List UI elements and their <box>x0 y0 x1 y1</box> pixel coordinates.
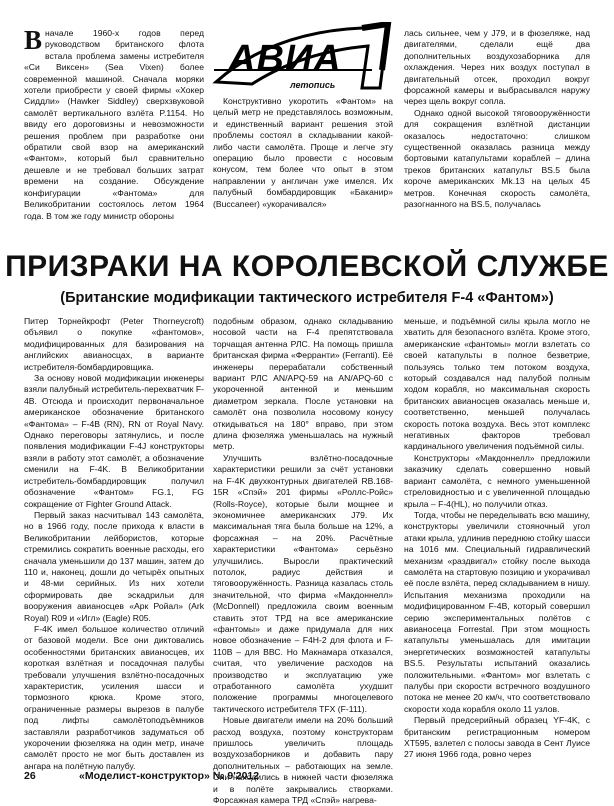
paragraph: Конструкторы «Макдоннелл» предложили заказчику сделать совершенно новый вариант самолёта, с немного уменьшенной стреловидностью и с увеличенной площадью крыла – F-4(HL), но получили отказ. <box>404 452 590 509</box>
article-title: ПРИЗРАКИ НА КОРОЛЕВСКОЙ СЛУЖБЕ <box>5 250 609 283</box>
paragraph: За основу новой модификации инженеры взяли палубный истребитель-перехватчик F-4B. Отсюда и происходит первоначальное американское обозначение британского «Фантома» – F-4B (RN), RN от Royal Navy. Однако переговоры затянулись, и после появления модификации F-4J конструкторы взяли в работу этот самолёт, а обозначение сменили на F-4K. В Великобритании истребитель-бомбардировщик получил обозначение «Фантом» FG.1, FG сокращение от Fighter Ground Attack. <box>24 373 204 509</box>
paragraph: F-4K имел большое количество отличий от базовой модели. Все они диктовались особенностями британских авианосцев, их короткая взлётная и посадочная палубы требовали улучшения взлётно-посадочных характеристик, усиления шасси и тормозного крюка. Кроме этого, ограниченные размеры вырезов в палубе под лифты самолётоподъёмников заставляли разработчиков задуматься об укорочении фюзеляжа на один метр, иначе самолёт просто не мог быть доставлен из ангара на полётную палубу. <box>24 623 204 771</box>
intro-paragraph <box>24 25 204 222</box>
body-column-3 <box>404 316 590 761</box>
paragraph: Новые двигатели имели на 20% больший расход воздуха, поэтому конструкторам пришлось увеличить площадь воздухозаборников и добавить пару дополнительных – работающих на земле. Они находились в нижней части фюзеляжа и в полёте закрывались створками. Форсажная камера ТРД «Спэй» нагрева- <box>213 715 393 806</box>
avia-letopis-logo <box>212 22 396 92</box>
page-number: 26 <box>24 770 36 782</box>
intro-column-1 <box>24 25 204 222</box>
body-column-1 <box>24 316 204 772</box>
paragraph: Первый предсерийный образец YF-4K, с британским регистрационным номером XT595, взлетел с полосы завода в Сент Луисе 27 июня 1966 года, ровно через <box>404 715 590 760</box>
paragraph: Однако одной высокой тяговооружённости для сокращения взлётной дистанции оказалось недостаточно: слишком существенной оказалась разница между бортовыми катапультами кораблей – длина треков британских катапульт BS.5 была короче американских Mk.13 на целых 45 метров. Конечная скорость самолёта, разогнанного на BS.5, получалась <box>404 107 590 210</box>
article-subtitle: (Британские модификации тактического истребителя F-4 «Фантом») <box>60 290 554 306</box>
paragraph: подобным образом, однако складыванию носовой части на F-4 препятствовала торчащая антенна РЛС. На помощь пришла британская фирма «Ферранти» (Ferranti). Её инженеры перерабатали собственный вариант РЛС AN/APQ-59 на AN/APQ-60 с укороченной антенной и меньшим диаметром зеркала. После установки на самолёт она позволила носовому конусу откидываться на 180° вправо, при этом длина фюзеляжа уменьшалась на нужный метр. <box>213 316 393 452</box>
logo-word: АВИА <box>228 38 342 80</box>
paragraph: Первый заказ насчитывал 143 самолёта, но в 1966 году, после прихода к власти в Великобритании лейбористов, которые стремились сократить военные расходы, его сначала уменьшили до 137 машин, затем до 110 и, наконец, дошли до четырёх опытных и 48-ми серийных. Из них хотели сформировать две эскадрильи для вооружения авианосцев «Арк Ройал» (Ark Royal) R09 и «Игл» (Eagle) R05. <box>24 509 204 623</box>
intro-column-3 <box>404 28 590 211</box>
paragraph: Улучшить взлётно-посадочные характеристики решили за счёт установки на F-4K двухконтурных двигателей RB.168-15R «Спэй» 201 фирмы «Роллс-Ройс» (Rolls-Royce), которые были мощнее и экономичнее американских J79. Их максимальная тяга была больше на 12%, а форсажная – на 20%. Расчётные характеристики «Фантома» серьёзно улучшились. Выросли практический потолок, радиус действия и тяговооружённость. Разница казалась столь значительной, что фирма «Макдоннелл» (McDonnell) предложила своим военным ставить этот ТРД на все американские «фантомы» и даже придумала для них новое обозначение – F4H-2 для флота и F-110B – для ВВС. Но Макнамара отказался, считая, что увеличение расходов на производство и эксплуатацию уже отработанного самолёта ухудшит положение программы многоцелевого тактического истребителя TFX (F-111). <box>213 452 393 714</box>
drop-cap: В <box>24 25 43 55</box>
paragraph: меньше, и подъёмной силы крыла могло не хватить для безопасного взлёта. Кроме этого, американские «фантомы» могли взлетать со своей катапульты в полное безветрие, пользуясь только тем потоком воздуха, который создавался над палубой полным ходом корабля, но максимальная скорость британских авианосцев оказалась меньше и, соответственно, меньшей получалась скорость потока воздуха. Весь этот комплекс негативных факторов требовал кардинального увеличения подъёмной силы. <box>404 316 590 452</box>
paragraph: Тогда, чтобы не переделывать всю машину, конструкторы увеличили стояночный угол атаки крыла, удлинив переднюю стойку шасси на 1016 мм. Специальный гидравлический механизм «раздвигал» стойку после выхода самолёта на стартовую позицию и укорачивал её после взлёта, перед складыванием в нишу. Испытания механизма проходили на модифицированном F-4B, который совершил серию экспериментальных полётов с авианосеца Forrestal. При этом мощность катапульты уменьшалась для имитации энергетических возможностей катапульты BS.5. Результаты испытаний оказались положительными. «Фантом» мог взлетать с палубы при скорости встречного воздушного потока не менее 20 км/ч, что соответствовало скорости хода корабля около 11 узлов. <box>404 509 590 714</box>
intro-column-2 <box>213 96 393 210</box>
paragraph: Конструктивно укоротить «Фантом» на целый метр не представлялось возможным, и единственный вариант решения этой проблемы состоял в складывании какой-либо части самолёта. Проще и легче эту операцию было провести с носовым конусом, тем более что опыт в этом направлении у англичан уже имелся. Их палубный бомбардировщик «Баканир» (Buccaneer) «укорачивался» <box>213 96 393 209</box>
logo-subtitle: летопись <box>290 80 336 90</box>
body-column-2 <box>213 316 393 806</box>
paragraph: Питер Торнейкрофт (Peter Thorneycroft) объявил о покупке «фантомов», модифицированных для базирования на английских авианосцах, в варианте истребителя-бомбардировщика. <box>24 316 204 372</box>
intro-text: начале 1960-х годов перед руководством британского флота встала проблема замены истребителя «Си Виксен» (Sea Vixen) более современной машиной. Сначала моряки хотели приобрести у своей фирмы «Хокер Сиддли» (Hawker Siddley) сверхзвуковой самолёт вертикального взлёта P.1154. Но ввиду его дороговизны и невозможности решения проблем при разработке они обратили свой взор на американский «Фантом», который был сравнительно дешевле и не требовал больших затрат времени на создание. Обсуждение конфигурации «Фантома» для Великобритании состоялось летом 1964 года. В том же году министр обороны <box>24 28 204 221</box>
paragraph: лась сильнее, чем у J79, и в фюзеляже, над двигателями, сделали ещё два дополнительных воздухозаборника для охлаждения. Через них воздух поступал в двигательный отсек, проходил вокруг форсажной камеры и выбрасывался наружу через щель вокруг сопла. <box>404 28 590 107</box>
journal-name: «Моделист-конструктор» № 9'2012 <box>79 770 260 782</box>
